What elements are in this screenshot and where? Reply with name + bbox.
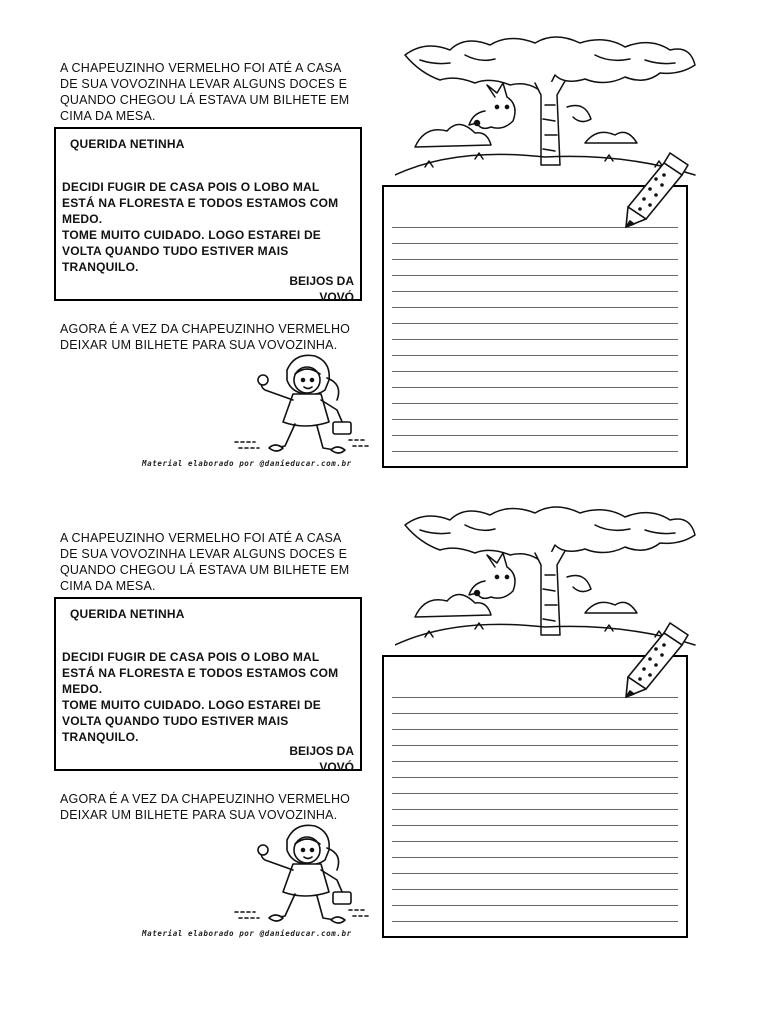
prompt-line: DEIXAR UM BILHETE PARA SUA VOVOZINHA.: [60, 808, 338, 822]
writing-line: [392, 905, 678, 906]
intro-line: QUANDO CHEGOU LÁ ESTAVA UM BILHETE EM: [60, 93, 350, 107]
little-red-riding-hood-illustration: [225, 820, 375, 930]
intro-line: QUANDO CHEGOU LÁ ESTAVA UM BILHETE EM: [60, 563, 350, 577]
writing-line: [392, 339, 678, 340]
writing-line: [392, 387, 678, 388]
grandma-note-box: [54, 127, 362, 304]
writing-line: [392, 745, 678, 746]
intro-line: CIMA DA MESA.: [60, 109, 156, 123]
writing-line: [392, 355, 678, 356]
prompt-line: DEIXAR UM BILHETE PARA SUA VOVOZINHA.: [60, 338, 338, 352]
signature-line: VOVÓ: [319, 760, 354, 774]
note-line: MEDO.: [62, 212, 103, 226]
writing-line: [392, 713, 678, 714]
signature-line: VOVÓ: [319, 290, 354, 304]
writing-line: [392, 435, 678, 436]
intro-line: DE SUA VOVOZINHA LEVAR ALGUNS DOCES E: [60, 547, 348, 561]
note-signature: [289, 273, 354, 305]
note-line: VOLTA QUANDO TUDO ESTIVER MAIS: [62, 714, 289, 728]
pencil-icon: [618, 619, 693, 699]
note-body: [62, 179, 360, 275]
intro-line: A CHAPEUZINHO VERMELHO FOI ATÉ A CASA: [60, 531, 342, 545]
note-greeting: QUERIDA NETINHA: [70, 137, 185, 151]
writing-line: [392, 451, 678, 452]
intro-line: CIMA DA MESA.: [60, 579, 156, 593]
writing-line: [392, 291, 678, 292]
writing-line: [392, 243, 678, 244]
prompt-line: AGORA É A VEZ DA CHAPEUZINHO VERMELHO: [60, 322, 351, 336]
activity-sheet-1: [0, 35, 768, 505]
writing-line: [392, 419, 678, 420]
writing-line: [392, 403, 678, 404]
writing-line: [392, 307, 678, 308]
writing-line: [392, 825, 678, 826]
writing-line: [392, 259, 678, 260]
signature-line: BEIJOS DA: [289, 274, 354, 288]
note-line: TOME MUITO CUIDADO. LOGO ESTAREI DE: [62, 698, 322, 712]
writing-line: [392, 793, 678, 794]
pencil-icon: [618, 149, 693, 229]
prompt-text: [60, 321, 370, 353]
note-line: DECIDI FUGIR DE CASA POIS O LOBO MAL: [62, 650, 320, 664]
note-line: TRANQUILO.: [62, 260, 139, 274]
writing-line: [392, 921, 678, 922]
note-greeting: QUERIDA NETINHA: [70, 607, 185, 621]
intro-line: DE SUA VOVOZINHA LEVAR ALGUNS DOCES E: [60, 77, 348, 91]
writing-line: [392, 857, 678, 858]
activity-sheet-2: [0, 505, 768, 975]
writing-line: [392, 275, 678, 276]
writing-line: [392, 371, 678, 372]
note-signature: [289, 743, 354, 775]
writing-line: [392, 809, 678, 810]
note-line: TOME MUITO CUIDADO. LOGO ESTAREI DE: [62, 228, 322, 242]
prompt-line: AGORA É A VEZ DA CHAPEUZINHO VERMELHO: [60, 792, 351, 806]
intro-text: [60, 530, 370, 594]
note-body: [62, 649, 360, 745]
writing-line: [392, 841, 678, 842]
writing-line: [392, 889, 678, 890]
note-line: ESTÁ NA FLORESTA E TODOS ESTAMOS COM: [62, 666, 339, 680]
prompt-text: [60, 791, 370, 823]
intro-text: [60, 60, 370, 124]
writing-line: [392, 777, 678, 778]
signature-line: BEIJOS DA: [289, 744, 354, 758]
credit-text: Material elaborado por @danieducar.com.br: [142, 929, 352, 938]
intro-line: A CHAPEUZINHO VERMELHO FOI ATÉ A CASA: [60, 61, 342, 75]
credit-text: Material elaborado por @danieducar.com.br: [142, 459, 352, 468]
writing-line: [392, 873, 678, 874]
writing-line: [392, 729, 678, 730]
little-red-riding-hood-illustration: [225, 350, 375, 460]
writing-line: [392, 761, 678, 762]
note-line: ESTÁ NA FLORESTA E TODOS ESTAMOS COM: [62, 196, 339, 210]
note-line: TRANQUILO.: [62, 730, 139, 744]
writing-line: [392, 323, 678, 324]
note-line: VOLTA QUANDO TUDO ESTIVER MAIS: [62, 244, 289, 258]
grandma-note-box: [54, 597, 362, 774]
note-line: MEDO.: [62, 682, 103, 696]
note-line: DECIDI FUGIR DE CASA POIS O LOBO MAL: [62, 180, 320, 194]
